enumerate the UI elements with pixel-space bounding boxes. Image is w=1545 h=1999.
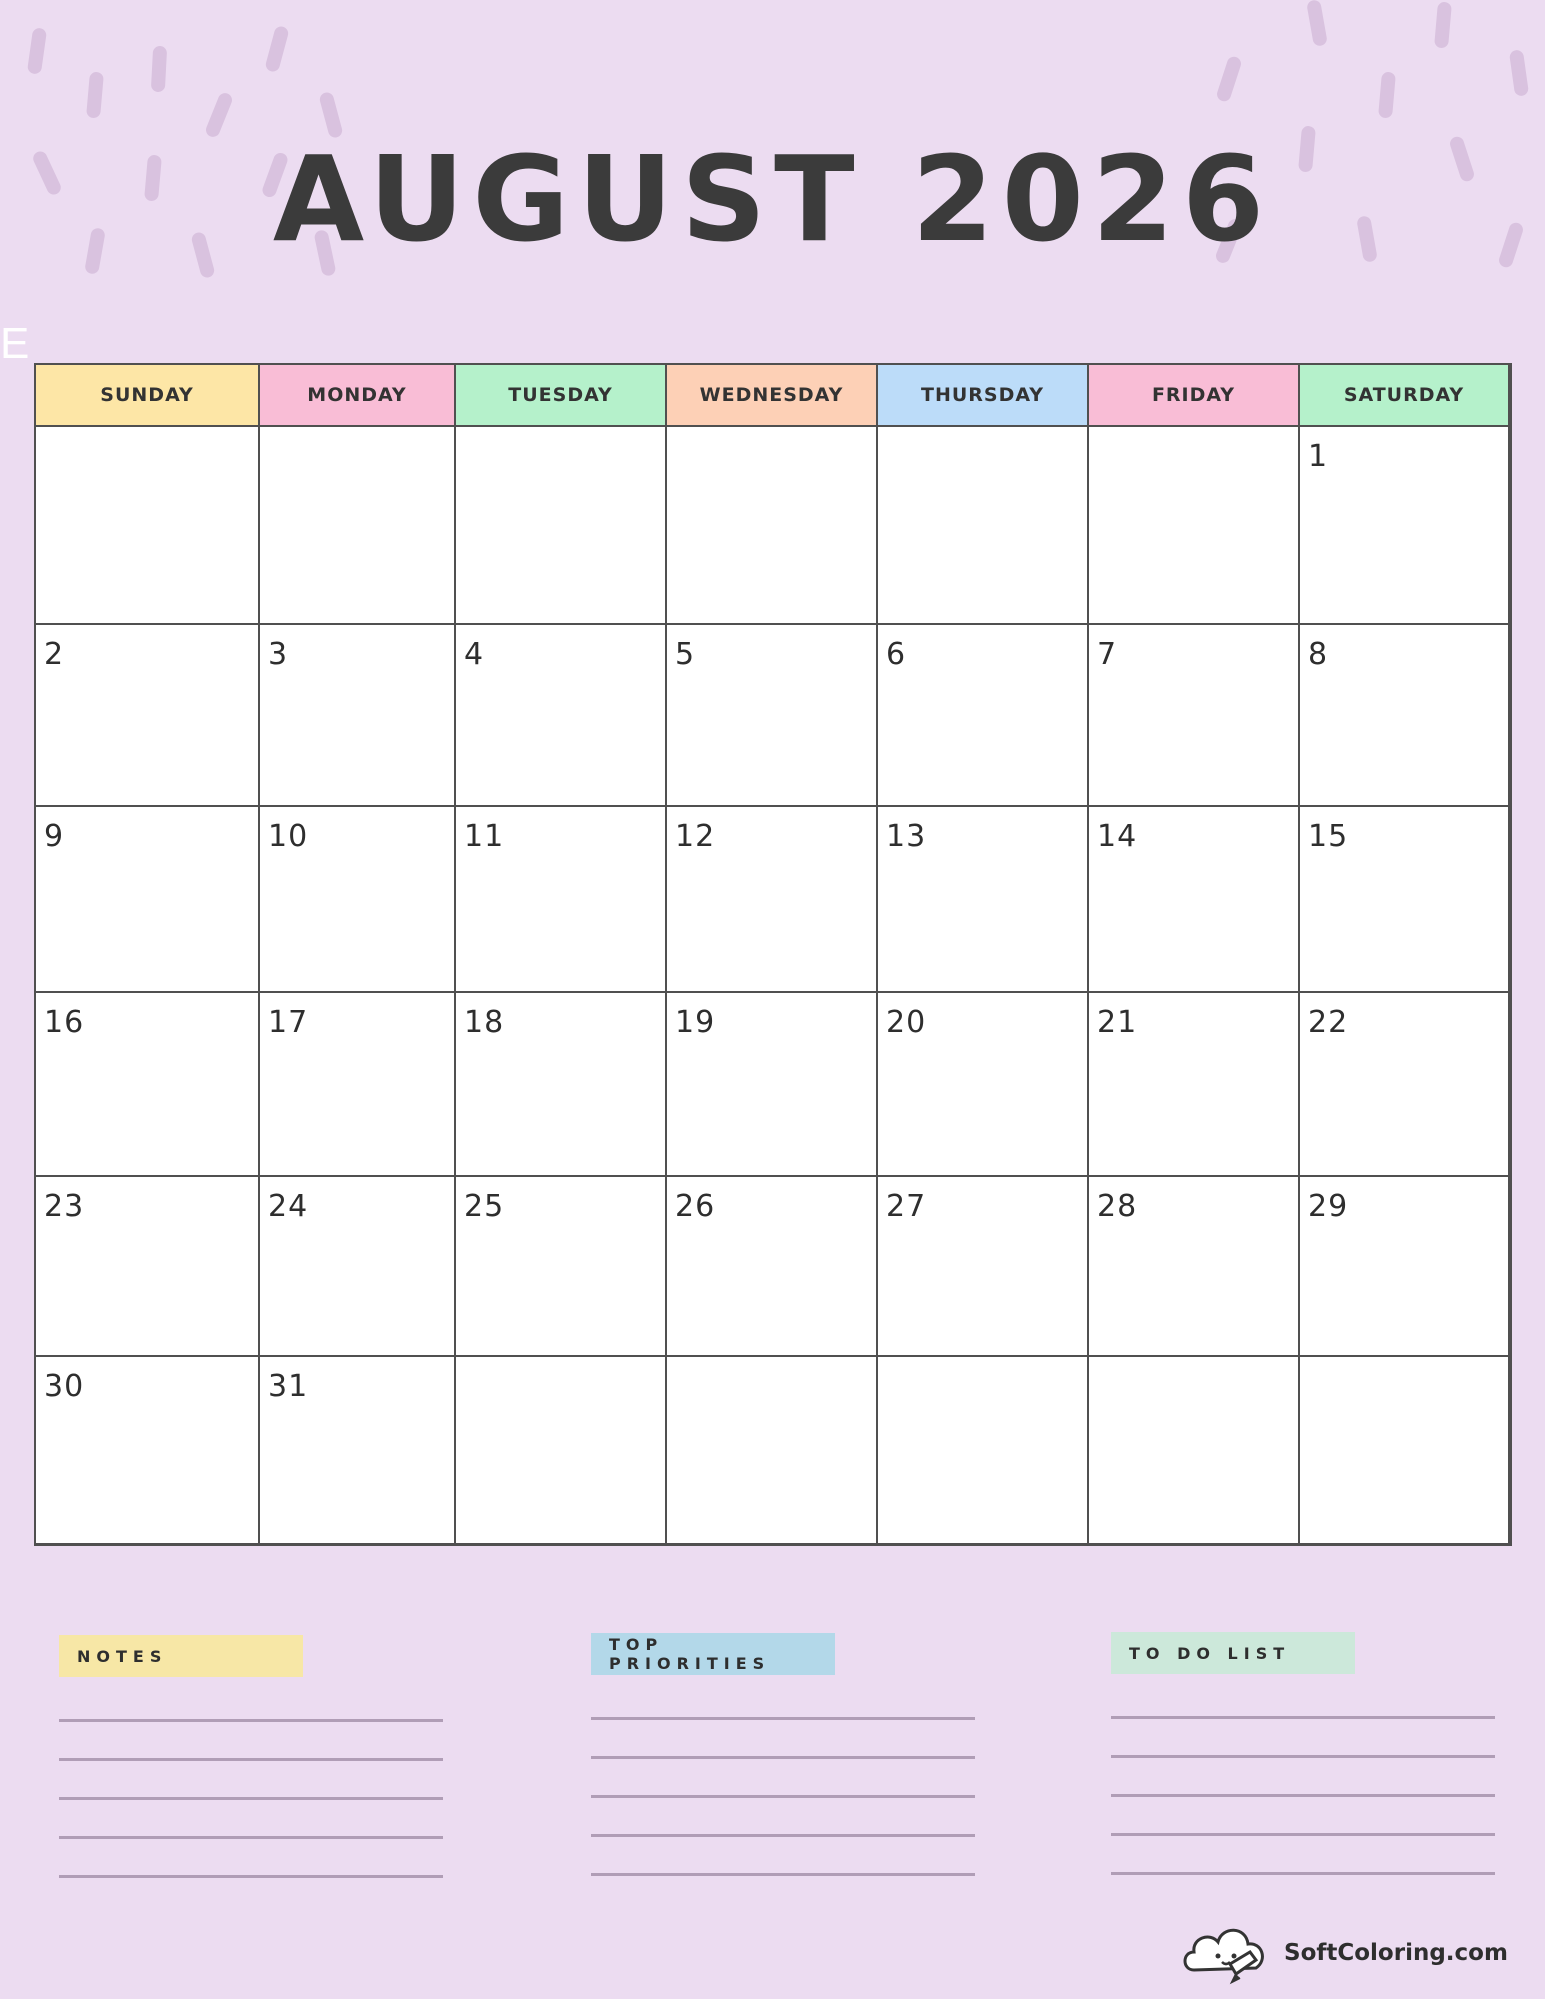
day-cell[interactable] bbox=[1089, 427, 1300, 625]
day-number: 14 bbox=[1097, 819, 1138, 854]
day-cell[interactable] bbox=[667, 993, 878, 1177]
day-number: 30 bbox=[44, 1369, 85, 1404]
weekday-header-row bbox=[36, 365, 1510, 427]
day-cell[interactable] bbox=[667, 1177, 878, 1357]
day-number: 8 bbox=[1308, 637, 1329, 672]
weekday-wednesday: WEDNESDAY bbox=[667, 365, 878, 427]
day-number: 25 bbox=[464, 1189, 505, 1224]
day-number: 24 bbox=[268, 1189, 309, 1224]
day-cell[interactable] bbox=[878, 1177, 1089, 1357]
brand-footer bbox=[1180, 1912, 1508, 1994]
day-cell[interactable] bbox=[1089, 625, 1300, 807]
day-cell[interactable] bbox=[878, 1357, 1089, 1545]
weekday-friday: FRIDAY bbox=[1089, 365, 1300, 427]
notes-section bbox=[59, 1635, 443, 1914]
priorities-section bbox=[591, 1633, 975, 1912]
day-cell[interactable] bbox=[878, 427, 1089, 625]
day-number: 12 bbox=[675, 819, 716, 854]
day-cell[interactable] bbox=[1089, 807, 1300, 993]
day-number: 28 bbox=[1097, 1189, 1138, 1224]
day-cell[interactable] bbox=[1300, 993, 1510, 1177]
day-cell[interactable] bbox=[667, 1357, 878, 1545]
cloud-pencil-logo-icon bbox=[1180, 1912, 1276, 1994]
day-cell[interactable] bbox=[456, 625, 667, 807]
weekday-thursday: THURSDAY bbox=[878, 365, 1089, 427]
brand-name: SoftColoring.com bbox=[1284, 1940, 1508, 1966]
day-cell[interactable] bbox=[1089, 1177, 1300, 1357]
day-number: 19 bbox=[675, 1005, 716, 1040]
day-cell[interactable] bbox=[1089, 1357, 1300, 1545]
stray-letter: E bbox=[0, 319, 30, 368]
day-number: 9 bbox=[44, 819, 65, 854]
day-number: 22 bbox=[1308, 1005, 1349, 1040]
day-cell[interactable] bbox=[260, 427, 456, 625]
day-cell[interactable] bbox=[878, 807, 1089, 993]
day-cell[interactable] bbox=[1300, 625, 1510, 807]
day-number: 5 bbox=[675, 637, 696, 672]
day-cell[interactable] bbox=[667, 807, 878, 993]
day-cell[interactable] bbox=[667, 427, 878, 625]
day-number: 23 bbox=[44, 1189, 85, 1224]
day-number: 18 bbox=[464, 1005, 505, 1040]
weekday-tuesday: TUESDAY bbox=[456, 365, 667, 427]
day-cell[interactable] bbox=[260, 807, 456, 993]
day-cell[interactable] bbox=[36, 807, 260, 993]
day-number: 29 bbox=[1308, 1189, 1349, 1224]
todo-section bbox=[1111, 1632, 1495, 1911]
day-number: 17 bbox=[268, 1005, 309, 1040]
day-cell[interactable] bbox=[456, 427, 667, 625]
day-cell[interactable] bbox=[36, 1357, 260, 1545]
day-cell[interactable] bbox=[667, 625, 878, 807]
day-cell[interactable] bbox=[36, 625, 260, 807]
day-number: 2 bbox=[44, 637, 65, 672]
day-cell[interactable] bbox=[36, 427, 260, 625]
weekday-sunday: SUNDAY bbox=[36, 365, 260, 427]
calendar-grid bbox=[34, 363, 1512, 1546]
day-number: 16 bbox=[44, 1005, 85, 1040]
day-cell[interactable] bbox=[260, 1177, 456, 1357]
day-number: 13 bbox=[886, 819, 927, 854]
todo-lines[interactable] bbox=[1111, 1716, 1495, 1875]
day-cell[interactable] bbox=[878, 993, 1089, 1177]
weekday-saturday: SATURDAY bbox=[1300, 365, 1510, 427]
day-cell[interactable] bbox=[456, 993, 667, 1177]
day-cell[interactable] bbox=[36, 993, 260, 1177]
day-number: 1 bbox=[1308, 439, 1329, 474]
weekday-monday: MONDAY bbox=[260, 365, 456, 427]
day-cell[interactable] bbox=[878, 625, 1089, 807]
day-cell[interactable] bbox=[260, 993, 456, 1177]
day-cell[interactable] bbox=[456, 1357, 667, 1545]
day-cell[interactable] bbox=[456, 807, 667, 993]
day-cell[interactable] bbox=[260, 625, 456, 807]
todo-label: TO DO LIST bbox=[1111, 1632, 1355, 1674]
notes-lines[interactable] bbox=[59, 1719, 443, 1878]
priorities-lines[interactable] bbox=[591, 1717, 975, 1876]
day-number: 27 bbox=[886, 1189, 927, 1224]
day-cell[interactable] bbox=[456, 1177, 667, 1357]
day-cell[interactable] bbox=[1300, 1357, 1510, 1545]
day-cell[interactable] bbox=[1300, 1177, 1510, 1357]
day-number: 4 bbox=[464, 637, 485, 672]
day-number: 21 bbox=[1097, 1005, 1138, 1040]
day-number: 26 bbox=[675, 1189, 716, 1224]
priorities-label: TOP PRIORITIES bbox=[591, 1633, 835, 1675]
notes-label: NOTES bbox=[59, 1635, 303, 1677]
day-cell[interactable] bbox=[36, 1177, 260, 1357]
day-cell[interactable] bbox=[1300, 427, 1510, 625]
day-number: 3 bbox=[268, 637, 289, 672]
day-cell[interactable] bbox=[260, 1357, 456, 1545]
day-number: 31 bbox=[268, 1369, 309, 1404]
day-number: 10 bbox=[268, 819, 309, 854]
day-number: 7 bbox=[1097, 637, 1118, 672]
day-number: 11 bbox=[464, 819, 505, 854]
day-cell[interactable] bbox=[1300, 807, 1510, 993]
day-number: 6 bbox=[886, 637, 907, 672]
day-number: 15 bbox=[1308, 819, 1349, 854]
day-cell[interactable] bbox=[1089, 993, 1300, 1177]
page-title: AUGUST 2026 bbox=[272, 130, 1273, 268]
day-number: 20 bbox=[886, 1005, 927, 1040]
